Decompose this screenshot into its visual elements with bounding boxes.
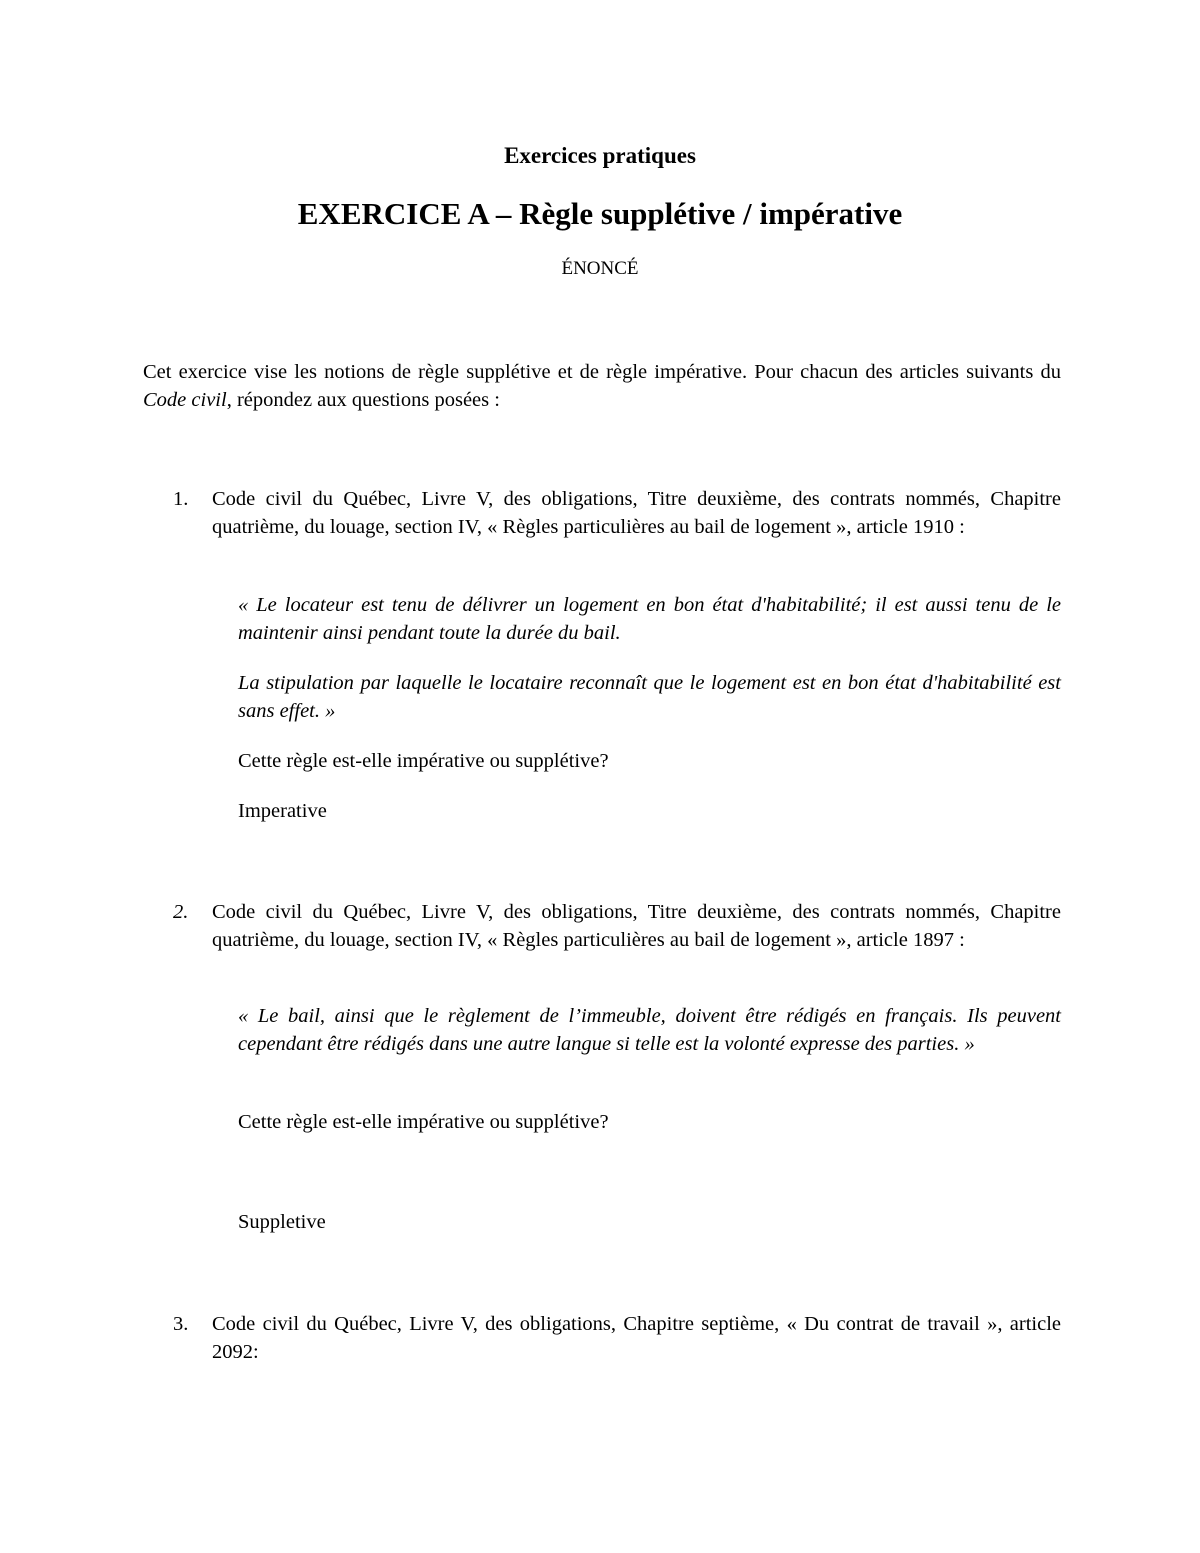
- exercise-1-answer: Imperative: [238, 800, 327, 822]
- exercise-title: EXERCICE A – Règle supplétive / impérative: [297, 196, 903, 231]
- intro-text-after: , répondez aux questions posées :: [226, 388, 500, 411]
- intro-text-before: Cet exercice vise les notions de règle supplétive et de règle impérative. Pour chacun des articles suivants du: [143, 361, 1061, 383]
- exercise-3-number: 3.: [173, 1313, 189, 1335]
- exercise-2-answer: Suppletive: [238, 1211, 326, 1233]
- exercise-1-quote-1: « Le locateur est tenu de délivrer un logement en bon état d'habitabilité; il est aussi tenu de le maintenir ainsi pendant toute la durée du bail.: [238, 594, 1061, 644]
- exercise-1-number: 1.: [173, 488, 189, 510]
- intro-italic: Code civil: [143, 388, 227, 411]
- exercise-2-number: 2.: [173, 901, 189, 923]
- exercise-2-quote: « Le bail, ainsi que le règlement de l’immeuble, doivent être rédigés en français. Ils peuvent cependant être rédigés dans une autre langue si telle est la volonté expresse des parties. »: [238, 1005, 1061, 1055]
- exercise-1-question: Cette règle est-elle impérative ou supplétive?: [238, 750, 609, 772]
- exercise-2-question: Cette règle est-elle impérative ou supplétive?: [238, 1111, 609, 1133]
- intro-paragraph: [143, 359, 1061, 414]
- document-kicker: Exercices pratiques: [504, 143, 696, 168]
- exercise-3-reference: Code civil du Québec, Livre V, des obligations, Chapitre septième, « Du contrat de travail », article 2092:: [212, 1313, 1061, 1363]
- exercise-1-reference: Code civil du Québec, Livre V, des obligations, Titre deuxième, des contrats nommés, Chapitre quatrième, du louage, section IV, « Règles particulières au bail de logement », article 1910 :: [212, 488, 1061, 538]
- enonce-heading: ÉNONCÉ: [561, 258, 639, 279]
- exercise-1-quote-2: La stipulation par laquelle le locataire reconnaît que le logement est en bon état d'habitabilité est sans effet. »: [238, 672, 1061, 722]
- exercise-2-reference: Code civil du Québec, Livre V, des obligations, Titre deuxième, des contrats nommés, Chapitre quatrième, du louage, section IV, « Règles particulières au bail de logement », article 1897 :: [212, 901, 1061, 951]
